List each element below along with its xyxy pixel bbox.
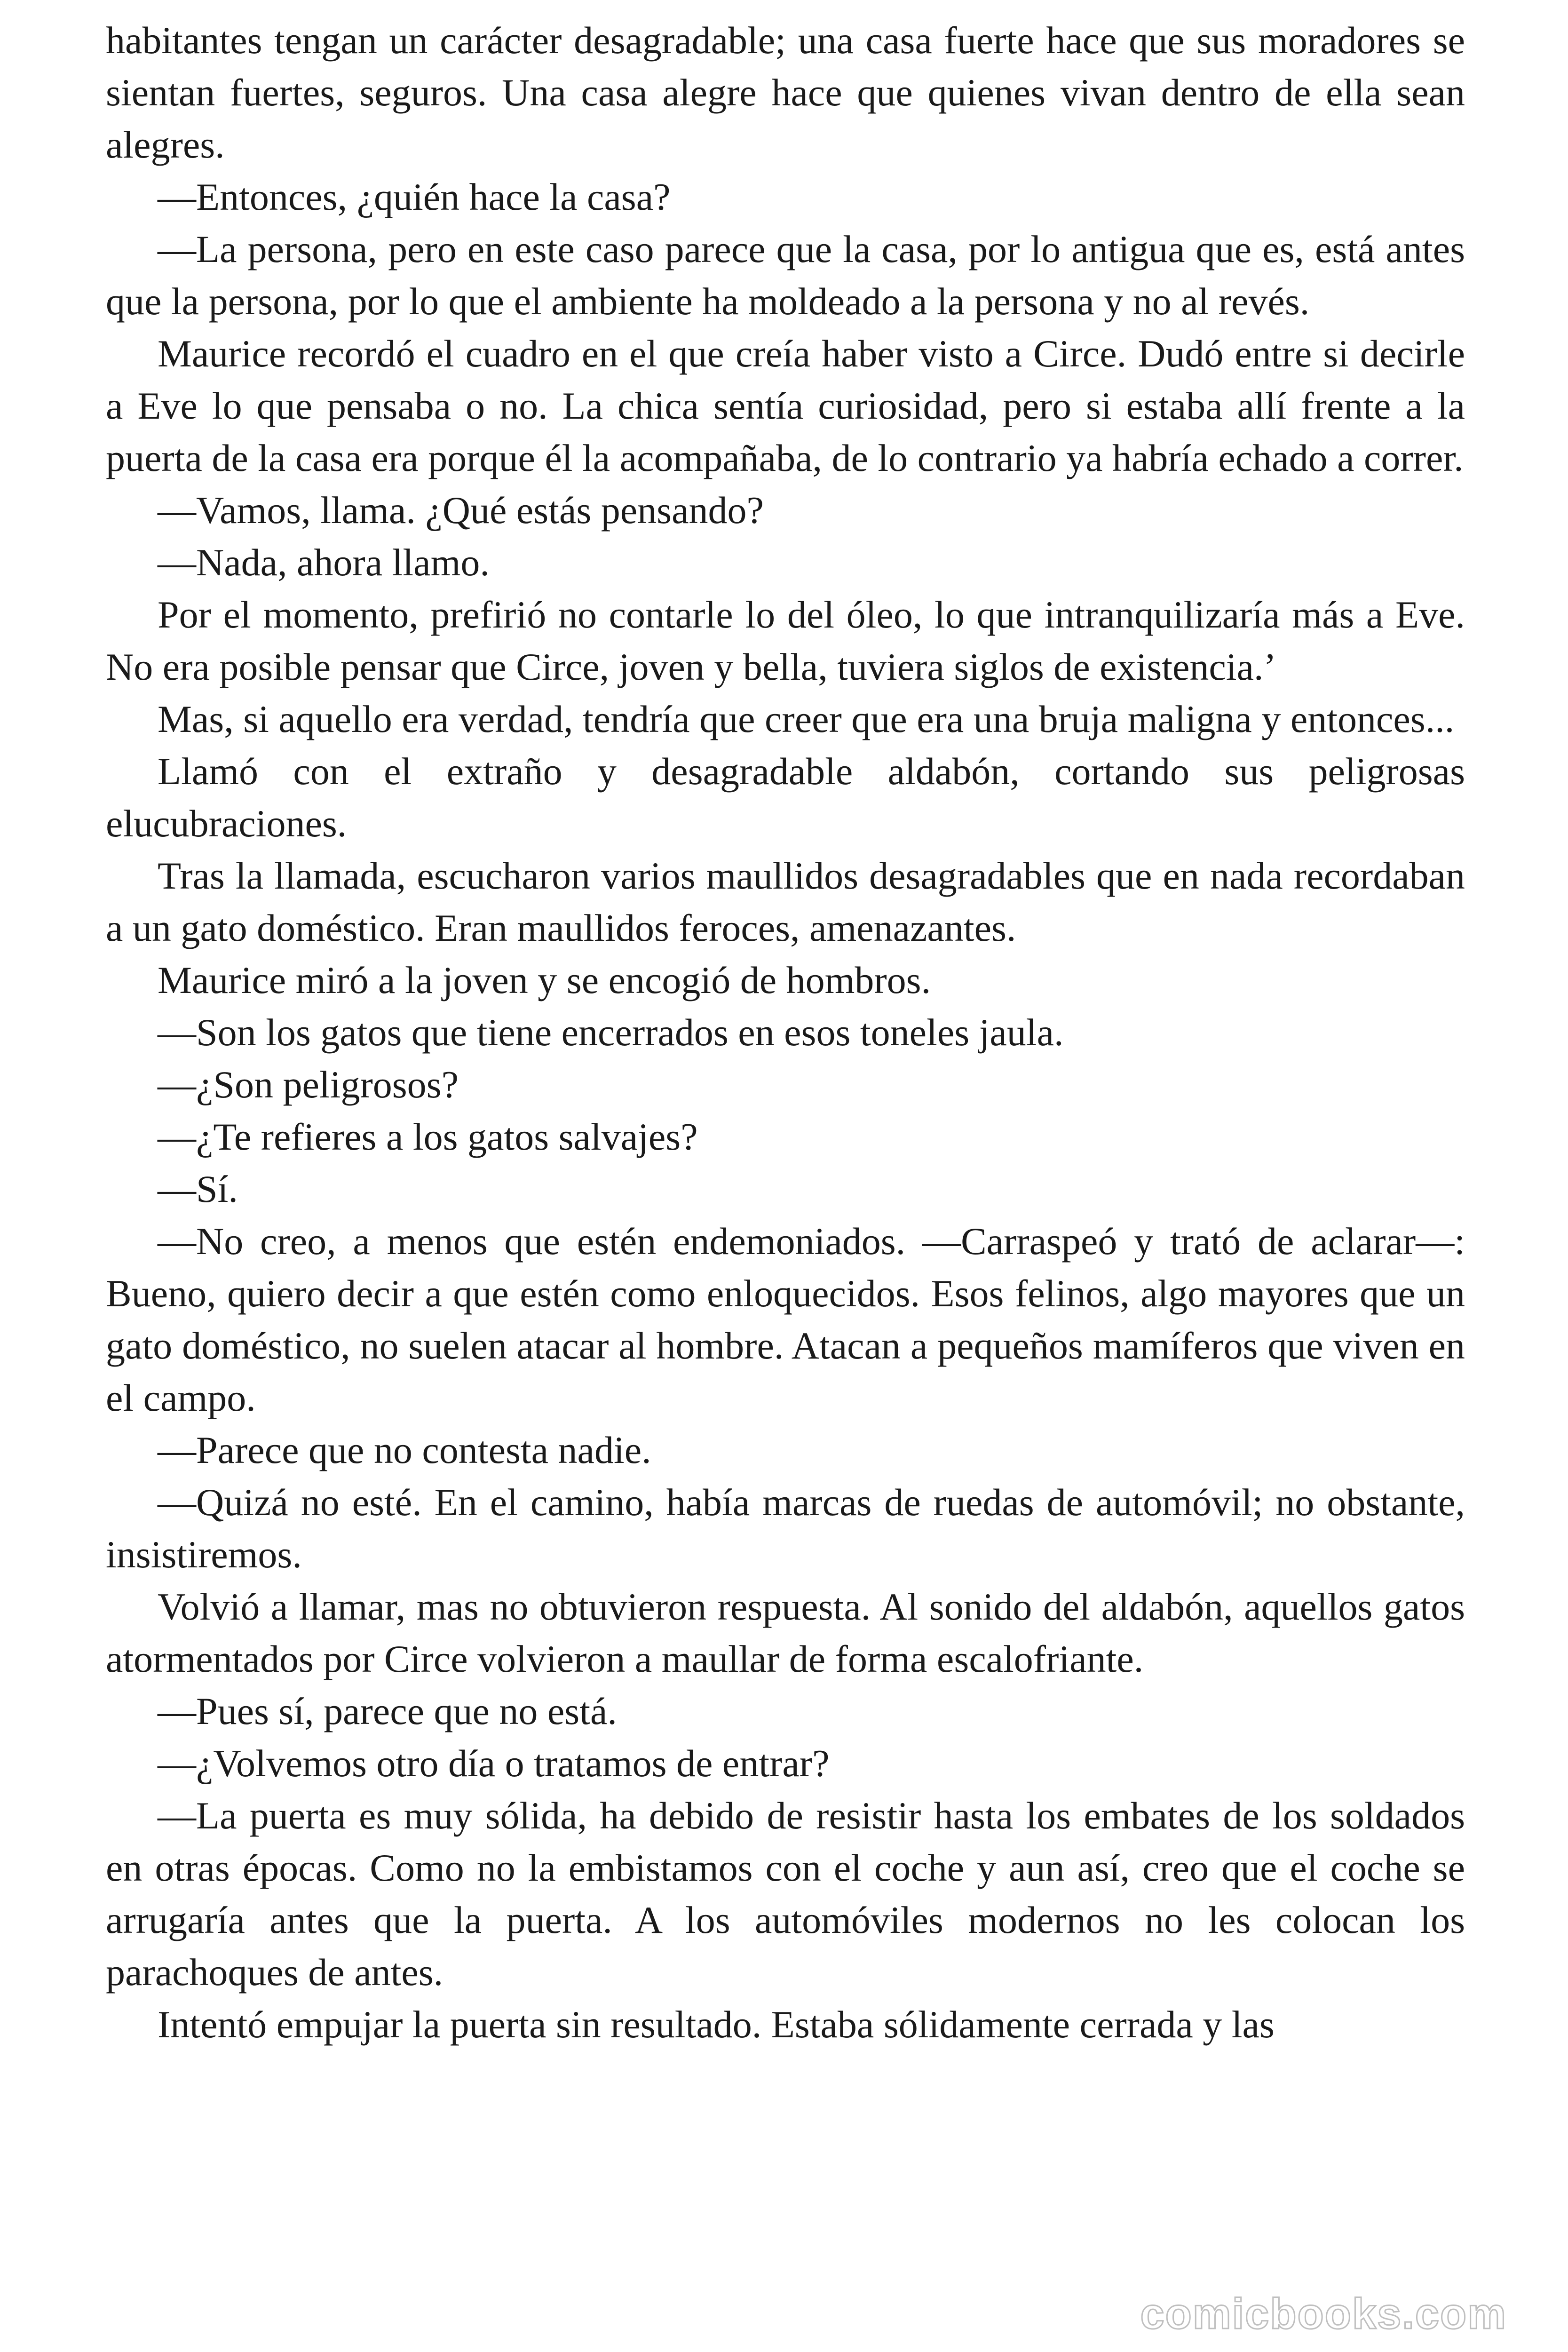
paragraph: Mas, si aquello era verdad, tendría que creer que era una bruja maligna y entonces... [158,698,1455,740]
paragraph: Maurice recordó el cuadro en el que creía haber visto a Circe. Dudó entre si decirle a Eve lo que pensaba o no. La chica sentía curiosidad, pero si estaba allí frente a la puerta de la casa era porque él la acompañaba, de lo contrario ya habría echado a correr. [106,332,1465,479]
paragraph: Llamó con el extraño y desagradable aldabón, cortando sus peligrosas elucubraciones. [106,750,1465,845]
page-body-text [106,14,1465,2050]
paragraph: —Quizá no esté. En el camino, había marcas de ruedas de automóvil; no obstante, insistiremos. [106,1481,1465,1576]
site-watermark: comicbooks.com [1140,2290,1507,2338]
paragraph: —La persona, pero en este caso parece que la casa, por lo antigua que es, está antes que la persona, por lo que el ambiente ha moldeado a la persona y no al revés. [106,228,1465,323]
paragraph: Intentó empujar la puerta sin resultado. Estaba sólidamente cerrada y las [158,2003,1275,2046]
paragraph: —No creo, a menos que estén endemoniados. —Carraspeó y trató de aclarar—: Bueno, quiero decir a que estén como enloquecidos. Esos felinos, algo mayores que un gato doméstico, no suelen atacar al hombre. Atacan a pequeños mamíferos que viven en el campo. [106,1220,1465,1419]
paragraph: —La puerta es muy sólida, ha debido de resistir hasta los embates de los soldados en otras épocas. Como no la embistamos con el coche y aun así, creo que el coche se arrugaría antes que la puerta. A los automóviles modernos no les colocan los parachoques de antes. [106,1794,1465,1994]
paragraph: Tras la llamada, escucharon varios maullidos desagradables que en nada recordaban a un gato doméstico. Eran maullidos feroces, amenazantes. [106,854,1465,949]
paragraph: Por el momento, prefirió no contarle lo del óleo, lo que intranquilizaría más a Eve. No era posible pensar que Circe, joven y bella, tuviera siglos de existencia.’ [106,593,1465,688]
paragraph: —Sí. [158,1168,238,1210]
paragraph: —¿Te refieres a los gatos salvajes? [158,1115,698,1158]
paragraph: —Son los gatos que tiene encerrados en esos toneles jaula. [158,1011,1064,1054]
paragraph: habitantes tengan un carácter desagradable; una casa fuerte hace que sus moradores se sientan fuertes, seguros. Una casa alegre hace que quienes vivan dentro de ella sean alegres. [106,19,1465,166]
paragraph: —Vamos, llama. ¿Qué estás pensando? [158,489,764,532]
paragraph: —¿Son peligrosos? [158,1063,459,1106]
paragraph: Maurice miró a la joven y se encogió de hombros. [158,959,931,1001]
paragraph: —Pues sí, parece que no está. [158,1690,617,1732]
paragraph: Volvió a llamar, mas no obtuvieron respuesta. Al sonido del aldabón, aquellos gatos atormentados por Circe volvieron a maullar de forma escalofriante. [106,1585,1465,1680]
paragraph: —Nada, ahora llamo. [158,541,490,584]
paragraph: —Parece que no contesta nadie. [158,1429,651,1471]
paragraph: —Entonces, ¿quién hace la casa? [158,175,671,218]
paragraph: —¿Volvemos otro día o tratamos de entrar? [158,1742,830,1785]
